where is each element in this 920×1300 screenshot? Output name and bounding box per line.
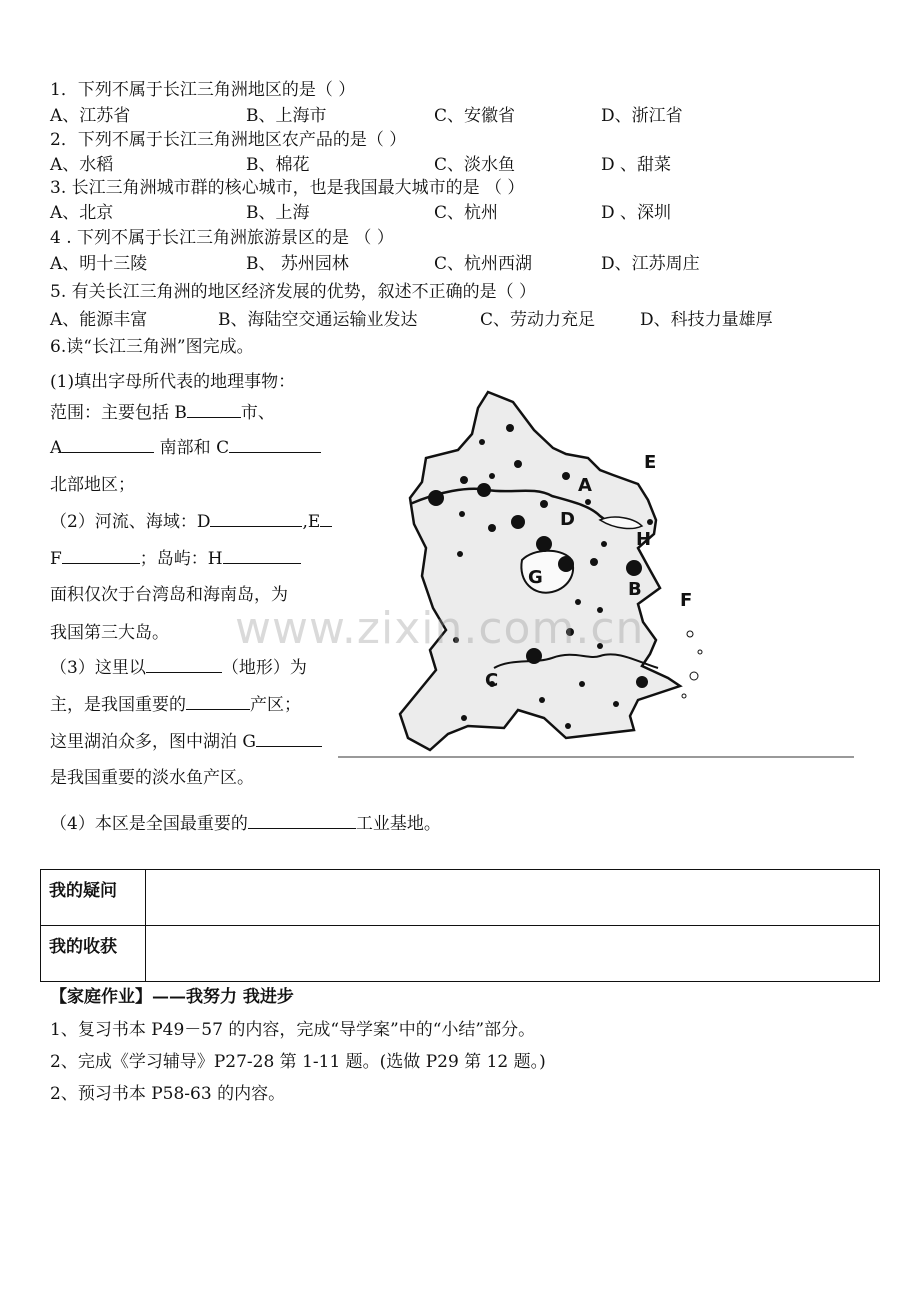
homework-item-1: 1、复习书本 P49－57 的内容，完成“导学案”中的“小结”部分。 <box>50 1020 536 1040</box>
small-island <box>682 694 686 698</box>
blank-e[interactable] <box>320 511 332 527</box>
my-questions-cell[interactable] <box>146 870 880 926</box>
city-dot <box>585 499 591 505</box>
q6-part4-line: （4）本区是全国最重要的 工业基地。 <box>50 814 441 834</box>
q6-part1: (1)填出字母所代表的地理事物： <box>50 372 296 392</box>
map-label-e: E <box>644 452 657 473</box>
blank-industry[interactable] <box>248 813 356 829</box>
city-dot <box>647 519 653 525</box>
city-dot-large <box>626 560 642 576</box>
q5-option-c: C、劳动力充足 <box>480 310 596 330</box>
q5-option-d: D、科技力量雄厚 <box>640 310 773 330</box>
city-dot <box>613 701 619 707</box>
yangtze-delta-map <box>338 378 858 760</box>
map-label-c: C <box>485 670 499 691</box>
city-dot-large <box>511 515 525 529</box>
row-my-gains: 我的收获 <box>41 926 146 982</box>
city-dot <box>459 511 465 517</box>
blank-g[interactable] <box>256 731 322 747</box>
map-label-a: A <box>578 475 592 496</box>
city-dot <box>579 681 585 687</box>
city-dot <box>601 541 607 547</box>
city-dot <box>539 697 545 703</box>
q2-option-d: D 、甜菜 <box>601 155 672 175</box>
q3-option-d: D 、深圳 <box>601 203 672 223</box>
q6-sea-line: F ；岛屿：H <box>50 548 301 570</box>
city-dot <box>562 472 570 480</box>
city-dot <box>489 473 495 479</box>
map-label-g: G <box>528 567 543 588</box>
q6-island-line: 面积仅次于台湾岛和海南岛，为 <box>50 585 288 605</box>
blank-a[interactable] <box>62 437 154 453</box>
city-dot-large <box>636 676 648 688</box>
city-dot-large <box>536 536 552 552</box>
q2-option-b: B、棉花 <box>246 155 310 175</box>
q4-option-b: B、 苏州园林 <box>246 254 349 274</box>
city-dot <box>457 551 463 557</box>
city-dot <box>540 500 548 508</box>
row-my-questions: 我的疑问 <box>41 870 146 926</box>
q4-stem: 4 . 下列不属于长江三角洲旅游景区的是 （ ） <box>50 228 394 248</box>
small-island <box>687 631 693 637</box>
homework-title: 【家庭作业】——我努力 我进步 <box>50 987 294 1007</box>
q6-lake-line2: 是我国重要的淡水鱼产区。 <box>50 768 254 788</box>
q6-terrain-line: （3）这里以 （地形）为 <box>50 658 307 678</box>
q3-stem: 3. 长江三角洲城市群的核心城市，也是我国最大城市的是 （ ） <box>50 178 525 198</box>
q6-range-text: 范围：主要包括 B <box>50 403 187 423</box>
q2-stem: 2．下列不属于长江三角洲地区农产品的是（ ） <box>50 130 407 150</box>
q6-range-line: 范围：主要包括 B 市、 <box>50 403 275 423</box>
small-island <box>690 672 698 680</box>
blank-d[interactable] <box>210 511 302 527</box>
city-dot <box>460 476 468 484</box>
q4-option-d: D、江苏周庄 <box>601 254 700 274</box>
map-label-h: H <box>636 529 652 550</box>
q1-option-a: A、江苏省 <box>50 106 131 126</box>
city-dot-large <box>477 483 491 497</box>
q5-option-a: A、能源丰富 <box>50 310 148 330</box>
my-gains-cell[interactable] <box>146 926 880 982</box>
city-dot-large <box>428 490 444 506</box>
q1-stem: 1．下列不属于长江三角洲地区的是（ ） <box>50 80 356 100</box>
q6-island-line2: 我国第三大岛。 <box>50 623 169 643</box>
q5-stem: 5. 有关长江三角洲的地区经济发展的优势，叙述不正确的是（ ） <box>50 282 537 302</box>
city-dot <box>565 723 571 729</box>
watermark: www.zixin.com.cn <box>235 603 645 654</box>
city-dot <box>590 558 598 566</box>
q6-range-line2: A 南部和 C <box>50 437 321 459</box>
q2-option-c: C、淡水鱼 <box>434 155 516 175</box>
q6-title: 6.读“长江三角洲”图完成。 <box>50 337 254 357</box>
q6-produce-line: 主，是我国重要的 产区； <box>50 695 301 715</box>
blank-terrain[interactable] <box>146 657 222 673</box>
city-dot <box>461 715 467 721</box>
blank-produce[interactable] <box>186 694 250 710</box>
blank-b[interactable] <box>187 402 241 418</box>
q4-option-c: C、杭州西湖 <box>434 254 533 274</box>
city-dot <box>479 439 485 445</box>
map-label-f: F <box>680 590 693 611</box>
q5-option-b: B、海陆空交通运输业发达 <box>218 310 418 330</box>
map-label-b: B <box>628 579 642 600</box>
blank-c[interactable] <box>229 437 321 453</box>
q3-option-c: C、杭州 <box>434 203 499 223</box>
city-dot <box>514 460 522 468</box>
city-dot <box>506 424 514 432</box>
q1-option-c: C、安徽省 <box>434 106 516 126</box>
blank-h[interactable] <box>223 548 301 564</box>
q3-option-b: B、上海 <box>246 203 310 223</box>
city-dot-large <box>558 556 574 572</box>
reflection-table <box>40 869 880 982</box>
q1-option-d: D、浙江省 <box>601 106 683 126</box>
blank-f[interactable] <box>62 548 140 564</box>
q3-option-a: A、北京 <box>50 203 114 223</box>
q2-option-a: A、水稻 <box>50 155 114 175</box>
q6-lake-line: 这里湖泊众多，图中湖泊 G <box>50 731 322 753</box>
q1-option-b: B、上海市 <box>246 106 327 126</box>
map-label-d: D <box>560 509 575 530</box>
city-dot <box>488 524 496 532</box>
homework-item-2: 2、完成《学习辅导》P27-28 第 1-11 题。(选做 P29 第 12 题。) <box>50 1052 546 1072</box>
homework-item-3: 2、预习书本 P58-63 的内容。 <box>50 1084 286 1104</box>
q4-option-a: A、明十三陵 <box>50 254 148 274</box>
q6-range-line3: 北部地区； <box>50 475 135 495</box>
small-island <box>698 650 702 654</box>
q6-river-line: （2）河流、海域：D ,E <box>50 511 332 533</box>
